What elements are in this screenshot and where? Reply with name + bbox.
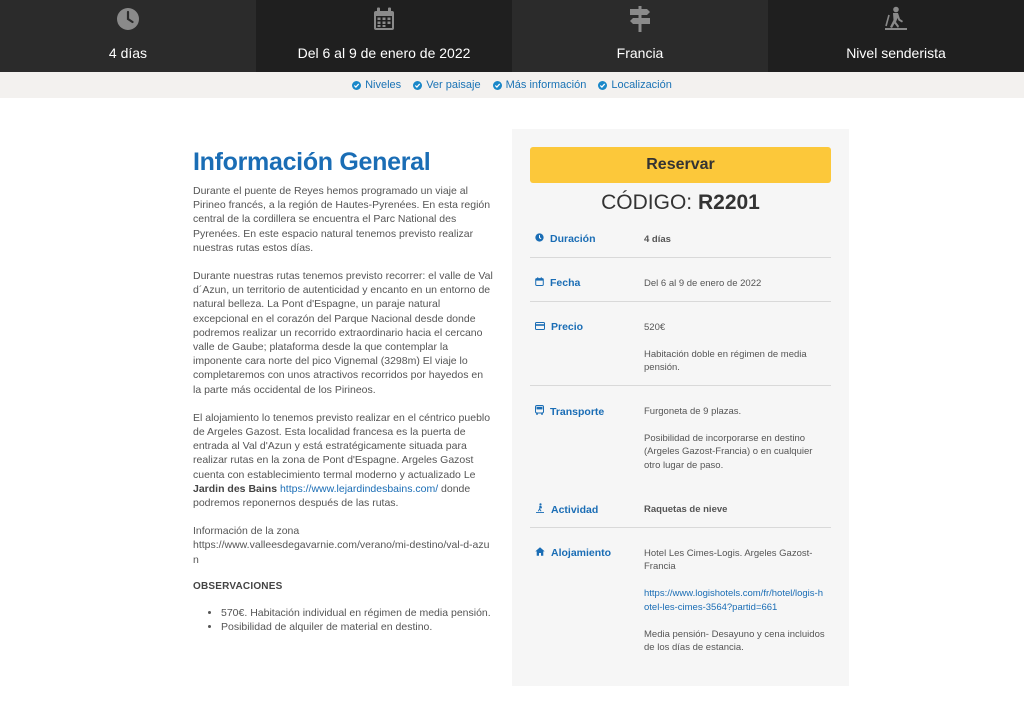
credit-card-icon (535, 321, 545, 333)
nav-niveles-label: Niveles (365, 79, 402, 91)
clock-icon (115, 6, 141, 32)
fecha-label-text: Fecha (550, 277, 581, 289)
nav-ver-paisaje-link[interactable] (413, 79, 480, 91)
zone-info-label: Información de la zona (193, 525, 300, 538)
alojamiento-hotel: Hotel Les Cimes-Logis. Argeles Gazost-Francia (644, 548, 813, 573)
hiker-icon (883, 6, 909, 32)
transporte-note: Posibilidad de incorporarse en destino (Argeles Gazost-Francia) o en cualquier otro lugar de paso. (644, 433, 813, 471)
nav-mas-informacion-link[interactable] (493, 79, 587, 91)
transporte-label-text: Transporte (550, 405, 605, 418)
nav-localizacion-link[interactable] (598, 79, 672, 91)
lodging-bold-name: Jardin des Bains (193, 482, 278, 495)
precio-note: Habitación doble en régimen de media pensión. (644, 349, 807, 374)
summary-country-label: Francia (616, 45, 664, 61)
zone-info-url: https://www.valleesdegavarnie.com/verano/mi-destino/val-d-azun (193, 539, 490, 566)
trip-summary-bar (0, 0, 1024, 72)
check-circle-icon (598, 81, 607, 90)
lodging-text-a: El alojamiento lo tenemos previsto realizar en el céntrico pueblo de Argeles Gazost. Esta localidad francesa es la puerta de entrada al Val d'Azun y está estratégicamente situada para realizar rutas en la zona de Pont d'Espagne. Argeles Gazost cuenta con establecimiento termal moderno y actualizado Le (193, 411, 491, 481)
detail-row-fecha (530, 258, 831, 302)
home-icon (535, 547, 545, 559)
summary-duration (0, 0, 256, 72)
detail-label-duracion (535, 233, 596, 245)
calendar-icon (371, 6, 397, 32)
nav-ver-paisaje-label: Ver paisaje (426, 79, 481, 91)
signpost-icon (627, 6, 653, 32)
section-nav (0, 72, 1024, 98)
trip-code-value: R2201 (697, 191, 760, 214)
detail-row-duracion (530, 225, 831, 258)
snowshoe-hiker-icon (535, 503, 545, 516)
bus-icon (535, 405, 544, 418)
summary-dates (256, 0, 512, 72)
routes-paragraph: Durante nuestras rutas tenemos previsto recorrer: el valle de Val d´Azun, un territorio de autenticidad y encanto en un entorno de natural belleza. La Pont d'Espagne, un paraje natural excepcional en el corazón del Parque Nacional desde donde podremos realizar un recorrido extraordinario hacia el cercano valle de Gaube; plataforma desde la que contemplar la imponente cara norte del pico Vignemal (3298m) El viaje lo completaremos con unos atractivos recorridos por hayedos en la parte más occidental de los Pirineos. (193, 270, 493, 396)
lodging-text-b: donde podremos reponernos después de las rutas. (193, 482, 471, 510)
alojamiento-label-text: Alojamiento (551, 547, 612, 559)
detail-value-actividad: Raquetas de nieve (644, 504, 728, 515)
intro-paragraph: Durante el puente de Reyes hemos programado un viaje al Pirineo francés, a la región de Hautes-Pyrenées. En esta región central de la cordillera se encuentra el Parc National des Pyrenées. En este espacio natural tenemos previsto realizar nuestras rutas estos días. (193, 185, 491, 254)
check-circle-icon (413, 81, 422, 90)
nav-niveles-link[interactable] (352, 79, 401, 91)
detail-value-transporte (644, 405, 826, 472)
hotel-link[interactable]: https://www.logishotels.com/fr/hotel/logis-hotel-les-cimes-3564?partid=661 (644, 588, 823, 613)
detail-value-alojamiento (644, 547, 826, 654)
summary-level-label: Nivel senderista (846, 45, 946, 61)
zone-info-paragraph (193, 524, 493, 567)
alojamiento-note: Media pensión- Desayuno y cena incluidos de los días de estancia. (644, 628, 825, 654)
summary-level (768, 0, 1024, 72)
summary-dates-label: Del 6 al 9 de enero de 2022 (297, 45, 471, 61)
detail-label-fecha (535, 277, 580, 289)
trip-code (512, 191, 849, 215)
summary-country (512, 0, 768, 72)
nav-mas-informacion-label: Más información (505, 79, 587, 91)
list-item: • 570€. Habitación individual en régimen de media pensión. (221, 606, 493, 620)
general-info-section (193, 146, 493, 634)
detail-value-precio (644, 321, 826, 375)
detail-row-actividad (530, 486, 831, 528)
observations-list (193, 606, 493, 634)
detail-label-actividad (535, 503, 598, 516)
trip-code-prefix: CÓDIGO: (601, 191, 698, 214)
booking-panel (512, 129, 849, 686)
actividad-label-text: Actividad (551, 503, 599, 516)
calendar-icon (535, 277, 544, 289)
jardin-des-bains-link[interactable]: https://www.lejardindesbains.com/ (279, 482, 439, 495)
detail-label-transporte (535, 405, 604, 418)
transporte-vehicle: Furgoneta de 9 plazas. (644, 406, 742, 417)
summary-duration-label: 4 días (108, 45, 148, 61)
detail-label-alojamiento (535, 547, 611, 559)
reserve-button[interactable]: Reservar (530, 147, 831, 183)
precio-amount: 520€ (644, 322, 666, 333)
detail-value-duracion: 4 días (644, 234, 671, 245)
nav-localizacion-label: Localización (611, 79, 672, 91)
detail-value-fecha: Del 6 al 9 de enero de 2022 (644, 278, 762, 289)
detail-label-precio (535, 321, 583, 333)
detail-row-alojamiento (530, 528, 831, 678)
alojamiento-url-wrap (644, 587, 826, 613)
check-circle-icon (493, 81, 502, 90)
duracion-label-text: Duración (550, 233, 596, 245)
list-item: • Posibilidad de alquiler de material en destino. (221, 620, 493, 634)
detail-row-precio (530, 302, 831, 386)
observations-heading: OBSERVACIONES (193, 580, 283, 592)
precio-label-text: Precio (551, 321, 584, 333)
clock-icon (535, 233, 544, 245)
check-circle-icon (352, 81, 361, 90)
page-title: Información General (193, 148, 431, 176)
lodging-paragraph (193, 411, 493, 510)
